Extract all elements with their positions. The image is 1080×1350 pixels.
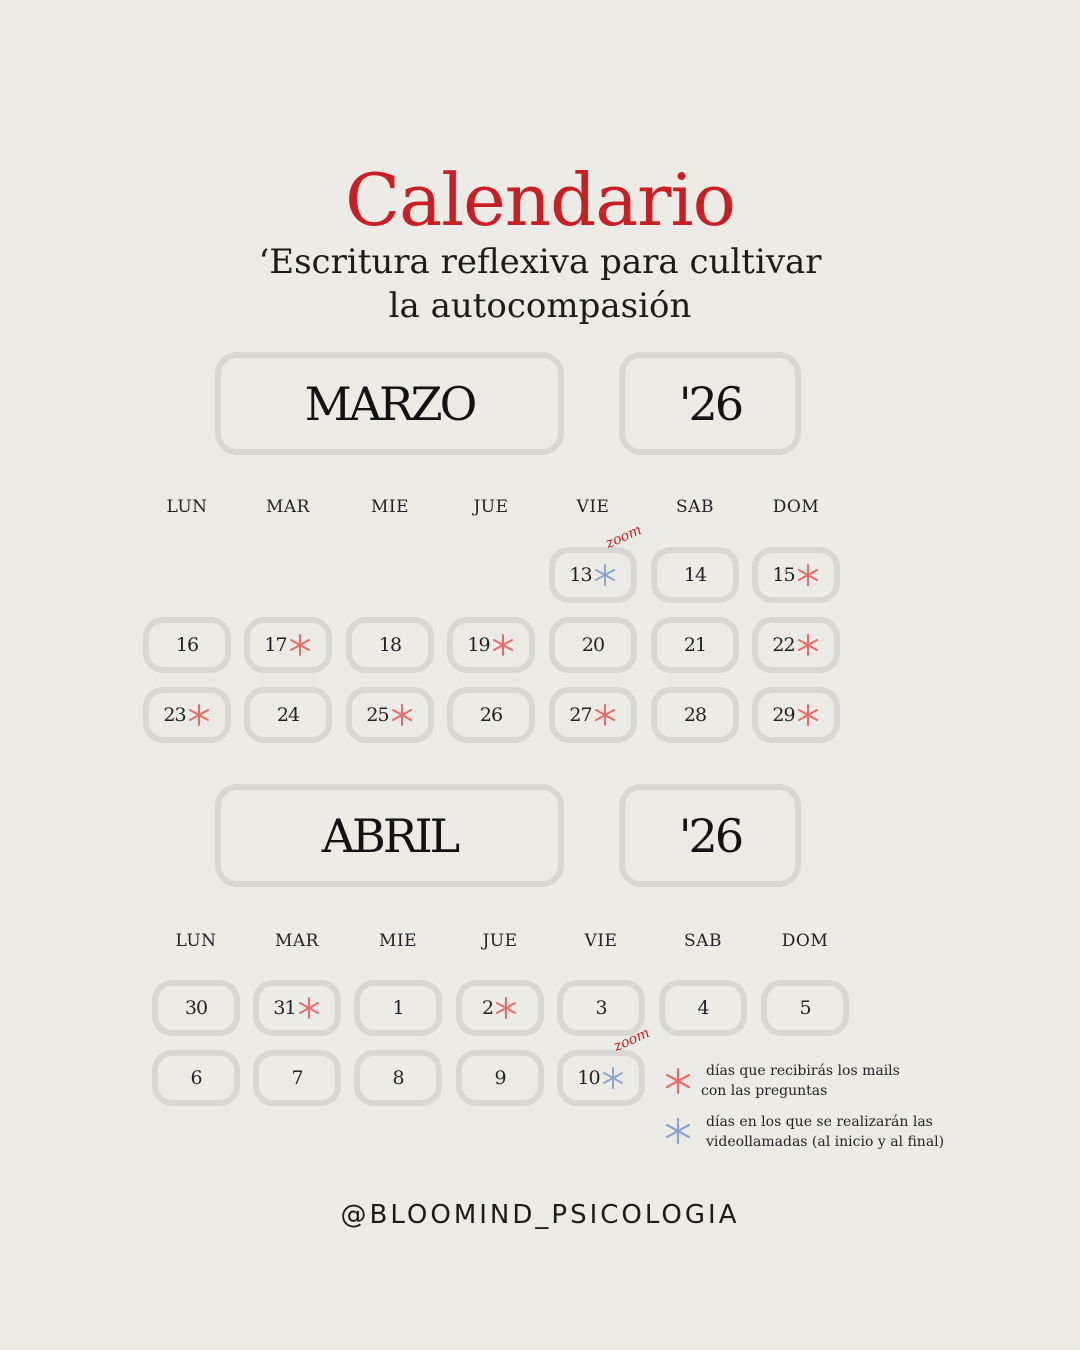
legend-mail bbox=[701, 1061, 941, 1101]
mail-star-icon bbox=[491, 633, 515, 657]
mail-star-icon bbox=[494, 996, 518, 1020]
legend-video-line-2: videollamadas (al inicio y al final) bbox=[706, 1134, 945, 1150]
day-number: 21 bbox=[683, 634, 707, 656]
weekday-label: SAB bbox=[676, 497, 714, 517]
day-cell bbox=[752, 617, 840, 673]
day-number: 16 bbox=[175, 634, 199, 656]
zoom-label: zoom bbox=[611, 1025, 653, 1055]
day-number: 3 bbox=[595, 997, 607, 1019]
day-number: 20 bbox=[581, 634, 605, 656]
day-cell bbox=[244, 617, 332, 673]
weekday-label: LUN bbox=[175, 931, 217, 951]
year-box-march: '26 bbox=[619, 352, 801, 455]
weekday-label: MIE bbox=[378, 931, 418, 951]
day-cell bbox=[447, 617, 535, 673]
day-cell bbox=[456, 980, 544, 1036]
day-cell bbox=[354, 980, 442, 1036]
legend-video bbox=[706, 1112, 946, 1152]
video-star-icon bbox=[601, 1066, 625, 1090]
day-cell bbox=[549, 687, 637, 743]
day-cell bbox=[253, 1050, 341, 1106]
day-number: 7 bbox=[291, 1067, 303, 1089]
day-number: 1 bbox=[392, 997, 404, 1019]
day-cell bbox=[354, 1050, 442, 1106]
month-box-march: MARZO bbox=[215, 352, 564, 455]
day-cell bbox=[557, 980, 645, 1036]
day-cell bbox=[143, 687, 231, 743]
day-number: 14 bbox=[683, 564, 707, 586]
weekday-label: VIE bbox=[576, 497, 610, 517]
weekday-label: DOM bbox=[772, 497, 820, 517]
day-cell bbox=[752, 547, 840, 603]
day-cell bbox=[651, 617, 739, 673]
weekday-label: MAR bbox=[275, 931, 319, 951]
mail-star-icon bbox=[297, 996, 321, 1020]
day-cell bbox=[253, 980, 341, 1036]
subtitle-line-1: ‘Escritura reflexiva para cultivar bbox=[258, 242, 822, 282]
subtitle-line-2: la autocompasión bbox=[388, 286, 692, 326]
day-cell bbox=[346, 687, 434, 743]
day-number: 10 bbox=[577, 1067, 600, 1089]
mail-star-icon bbox=[796, 633, 820, 657]
legend-mail-line-1: días que recibirás los mails bbox=[706, 1063, 900, 1079]
mail-star-icon bbox=[796, 563, 820, 587]
weekday-label: LUN bbox=[166, 497, 208, 517]
day-number: 19 bbox=[467, 634, 490, 656]
video-star-icon bbox=[664, 1117, 692, 1145]
mail-star-icon bbox=[187, 703, 211, 727]
day-number: 22 bbox=[772, 634, 795, 656]
weekday-label: DOM bbox=[781, 931, 829, 951]
mail-star-icon bbox=[796, 703, 820, 727]
day-cell bbox=[659, 980, 747, 1036]
zoom-label: zoom bbox=[603, 522, 645, 552]
day-cell bbox=[152, 980, 240, 1036]
day-number: 8 bbox=[392, 1067, 404, 1089]
calendar-title: Calendario bbox=[345, 158, 735, 242]
weekday-label: JUE bbox=[482, 931, 518, 951]
day-cell bbox=[456, 1050, 544, 1106]
day-cell bbox=[244, 687, 332, 743]
day-number: 31 bbox=[273, 997, 296, 1019]
day-cell bbox=[152, 1050, 240, 1106]
year-box-april: '26 bbox=[619, 784, 801, 887]
day-number: 23 bbox=[163, 704, 186, 726]
mail-star-icon bbox=[664, 1067, 692, 1095]
day-cell bbox=[346, 617, 434, 673]
day-cell bbox=[447, 687, 535, 743]
video-star-icon bbox=[593, 563, 617, 587]
day-cell bbox=[651, 547, 739, 603]
weekday-label: JUE bbox=[473, 497, 509, 517]
weekday-label: SAB bbox=[684, 931, 722, 951]
legend-video-line-1: días en los que se realizarán las bbox=[706, 1114, 933, 1130]
day-number: 13 bbox=[569, 564, 592, 586]
day-number: 2 bbox=[481, 997, 494, 1019]
instagram-handle[interactable]: @BLOOMIND_PSICOLOGIA bbox=[340, 1200, 740, 1230]
day-number: 26 bbox=[479, 704, 503, 726]
day-number: 29 bbox=[772, 704, 795, 726]
day-cell bbox=[143, 617, 231, 673]
weekday-label: MAR bbox=[266, 497, 310, 517]
day-cell bbox=[549, 617, 637, 673]
weekday-label: MIE bbox=[370, 497, 410, 517]
day-cell bbox=[651, 687, 739, 743]
month-box-april: ABRIL bbox=[215, 784, 564, 887]
weekday-label: VIE bbox=[584, 931, 618, 951]
day-number: 6 bbox=[190, 1067, 202, 1089]
day-number: 15 bbox=[772, 564, 795, 586]
mail-star-icon bbox=[390, 703, 414, 727]
day-number: 25 bbox=[366, 704, 389, 726]
day-number: 5 bbox=[799, 997, 811, 1019]
day-cell bbox=[752, 687, 840, 743]
day-number: 27 bbox=[569, 704, 592, 726]
day-number: 4 bbox=[697, 997, 709, 1019]
mail-star-icon bbox=[593, 703, 617, 727]
day-number: 17 bbox=[264, 634, 287, 656]
calendar-subtitle bbox=[0, 240, 1080, 328]
mail-star-icon bbox=[288, 633, 312, 657]
day-number: 30 bbox=[184, 997, 208, 1019]
day-cell bbox=[761, 980, 849, 1036]
day-cell bbox=[549, 547, 637, 603]
day-cell bbox=[557, 1050, 645, 1106]
day-number: 28 bbox=[683, 704, 707, 726]
day-number: 9 bbox=[494, 1067, 506, 1089]
day-number: 24 bbox=[276, 704, 300, 726]
legend-mail-line-2: con las preguntas bbox=[701, 1083, 828, 1099]
day-number: 18 bbox=[378, 634, 402, 656]
